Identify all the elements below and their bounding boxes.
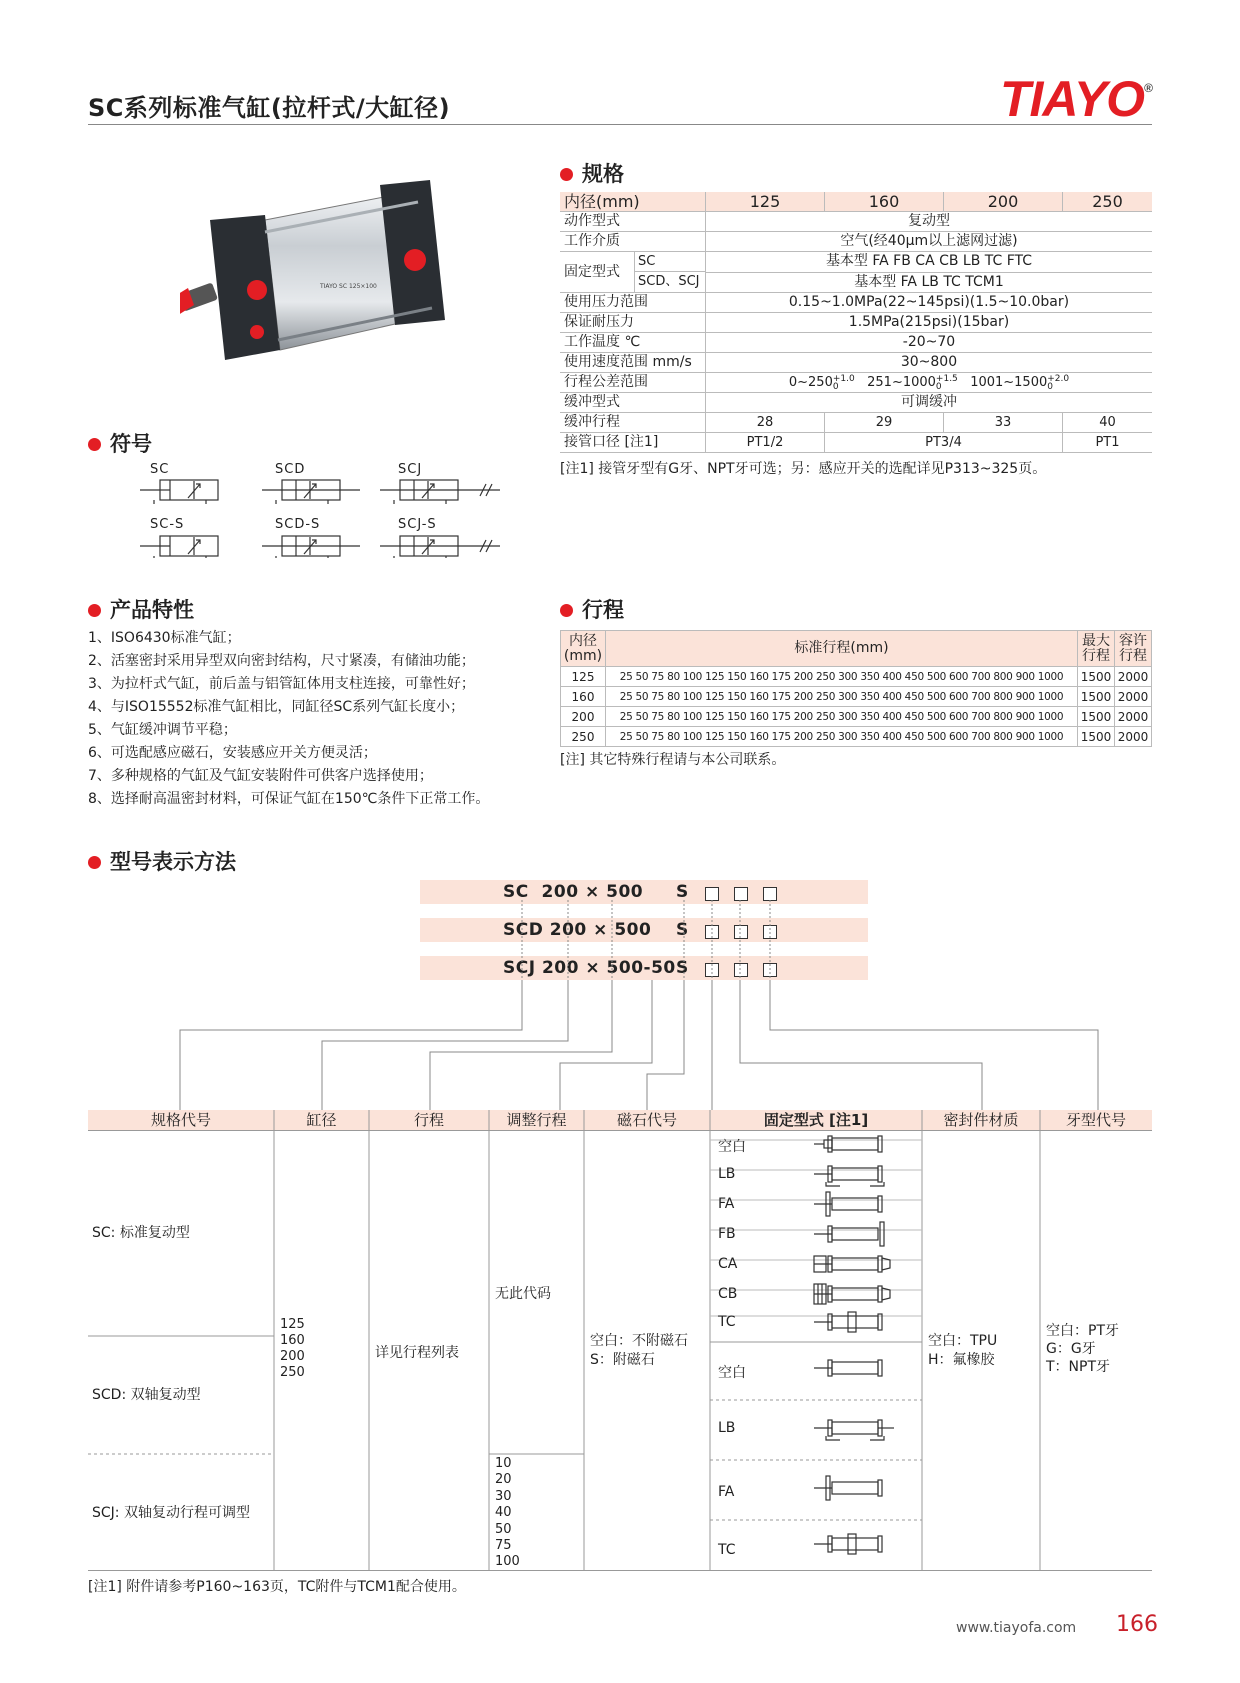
spec-type-sc: SC: 标准复动型 <box>92 1225 190 1241</box>
symbol-scd <box>262 480 360 504</box>
spec-label: 使用压力范围 <box>560 293 706 313</box>
seal-options: 空白：TPU H：氟橡胶 <box>928 1333 998 1368</box>
spec-value: PT1/2 <box>706 433 825 453</box>
ordering-col-thread: 牙型代号 <box>1040 1110 1152 1130</box>
spec-bore-200: 200 <box>944 192 1063 212</box>
mount-drawings <box>810 1130 910 1570</box>
spec-value: 0.15~1.0MPa(22~145psi)(1.5~10.0bar) <box>706 293 1153 313</box>
mount-drawing-cb <box>814 1284 890 1304</box>
spec-mount-sc: 基本型 FA FB CA CB LB TC FTC <box>706 252 1153 273</box>
spec-table <box>560 192 1152 453</box>
spec-mount-scd: 基本型 FA LB TC TCM1 <box>706 272 1153 293</box>
list-item: 1、ISO6430标准气缸； <box>88 630 241 646</box>
spec-note: [注1] 接管牙型有G牙、NPT牙可选；另：感应开关的选配详见P313~325页。 <box>560 461 1047 477</box>
spec-value: 可调缓冲 <box>706 393 1153 413</box>
spec-value: 30~800 <box>706 353 1153 373</box>
spec-mount-sub1: SC <box>635 252 705 272</box>
spec-bore-label: 内径(mm) <box>560 192 706 212</box>
code-s-letter: S <box>676 882 689 902</box>
mount-drawing-blank <box>814 1136 882 1152</box>
stroke-note: [注] 其它特殊行程请与本公司联系。 <box>560 752 786 768</box>
mount-blank: 空白 <box>718 1139 746 1155</box>
mount-drawing-fa <box>814 1192 882 1216</box>
bore-list: 125 160 200 250 <box>280 1317 305 1380</box>
spec-label: 工作介质 <box>560 232 706 252</box>
footer-note: [注1] 附件请参考P160~163页，TC附件与TCM1配合使用。 <box>88 1579 466 1595</box>
list-item: 5、气缸缓冲调节平稳； <box>88 722 237 738</box>
mount-tc: TC <box>718 1314 736 1330</box>
mount-fa: FA <box>718 1484 735 1500</box>
code-connector-lines <box>0 900 1240 1115</box>
list-item: 4、与ISO15552标准气缸相比，同缸径SC系列气缸长度小； <box>88 699 465 715</box>
mount-ca: CA <box>718 1256 738 1272</box>
spec-value: 40 <box>1063 413 1153 433</box>
stroke-col-allow: 容许行程 <box>1115 631 1152 667</box>
mount-drawing-fa-d <box>814 1476 882 1500</box>
spec-value: 复动型 <box>706 212 1153 232</box>
svg-text:TIAYO SC 125×100: TIAYO SC 125×100 <box>320 283 377 290</box>
brand-logo: TIAYO® <box>1000 71 1152 127</box>
list-item: 8、选择耐高温密封材料，可保证气缸在150℃条件下正常工作。 <box>88 791 490 807</box>
symbol-label: SCD <box>275 462 306 477</box>
table-row: 160 25 50 75 80 100 125 150 160 175 200 250 300 350 400 450 500 600 700 800 900 1000 1500 2000 <box>561 687 1152 707</box>
cylinder-product-image <box>180 180 490 380</box>
stroke-heading: 行程 <box>560 594 624 624</box>
page-number: 166 <box>1116 1612 1158 1637</box>
page-title: SC系列标准气缸(拉杆式/大缸径) <box>88 94 451 122</box>
spec-type-scj: SCJ: 双轴复动行程可调型 <box>92 1505 250 1521</box>
ordering-heading: 型号表示方法 <box>88 846 236 876</box>
model-code-scj: SCJ 200 × 500-50 <box>503 958 676 978</box>
ordering-col-adjust: 调整行程 <box>489 1110 584 1130</box>
mount-drawing-lb-d <box>814 1420 894 1440</box>
list-item: 2、活塞密封采用异型双向密封结构，尺寸紧凑，有储油功能； <box>88 653 475 669</box>
mount-cb: CB <box>718 1286 738 1302</box>
table-row: 200 25 50 75 80 100 125 150 160 175 200 250 300 350 400 450 500 600 700 800 900 1000 1500 2000 <box>561 707 1152 727</box>
ordering-col-spec: 规格代号 <box>88 1110 274 1130</box>
symbol-scd-s <box>262 536 360 558</box>
symbol-scj-s <box>380 536 500 558</box>
spec-value: PT1 <box>1063 433 1153 453</box>
mount-drawing-blank-d <box>814 1360 882 1376</box>
stroke-see-list: 详见行程列表 <box>375 1345 459 1361</box>
ordering-col-seal: 密封件材质 <box>922 1110 1040 1130</box>
list-item: 6、可选配感应磁石，安装感应开关方便灵活； <box>88 745 377 761</box>
footer-url[interactable]: www.tiayofa.com <box>956 1620 1077 1636</box>
mount-drawing-ca <box>814 1256 890 1272</box>
features-list <box>88 627 489 811</box>
code-s-letter: S <box>676 920 689 940</box>
symbol-label: SC-S <box>150 517 185 532</box>
stroke-col-bore: 内径(mm) <box>561 631 606 667</box>
spec-tolerance: 0~250+1.0 0 251~1000+1.5 0 1001~1500+2.0 0 <box>706 373 1153 393</box>
spec-mount-sub2: SCD、SCJ <box>638 274 700 289</box>
spec-value: 1.5MPa(215psi)(15bar) <box>706 313 1153 333</box>
spec-label: 缓冲行程 <box>560 413 706 433</box>
mount-lb: LB <box>718 1420 736 1436</box>
table-row: 250 25 50 75 80 100 125 150 160 175 200 250 300 350 400 450 500 600 700 800 900 1000 1500 2000 <box>561 727 1152 747</box>
mount-lb: LB <box>718 1166 736 1182</box>
thread-options: 空白：PT牙 G：G牙 T：NPT牙 <box>1046 1323 1119 1375</box>
ordering-col-stroke: 行程 <box>369 1110 489 1130</box>
cylinder-symbols <box>140 478 500 558</box>
spec-label: 动作型式 <box>560 212 706 232</box>
spec-label: 工作温度 ℃ <box>560 333 706 353</box>
adjust-list: 10 20 30 40 50 75 100 <box>495 1456 520 1570</box>
symbol-label: SCJ <box>398 462 423 477</box>
model-code-scd: SCD 200 × 500 <box>503 920 652 940</box>
symbol-label: SCD-S <box>275 517 321 532</box>
mount-fa: FA <box>718 1196 735 1212</box>
symbol-sc <box>140 480 218 504</box>
mount-drawing-tc <box>814 1312 882 1332</box>
features-heading: 产品特性 <box>88 594 194 624</box>
ordering-col-bore: 缸径 <box>274 1110 369 1130</box>
ordering-col-magnet: 磁石代号 <box>584 1110 710 1130</box>
mount-fb: FB <box>718 1226 736 1242</box>
spec-label: 行程公差范围 <box>560 373 706 393</box>
spec-value: 33 <box>944 413 1063 433</box>
mount-drawing-lb <box>814 1166 884 1186</box>
symbol-sc-s <box>140 536 218 558</box>
spec-value: 空气(经40μm以上滤网过滤) <box>706 232 1153 252</box>
stroke-table <box>560 630 1152 747</box>
list-item: 7、多种规格的气缸及气缸安装附件可供客户选择使用； <box>88 768 433 784</box>
spec-label: 固定型式 <box>560 252 635 292</box>
stroke-col-max: 最大行程 <box>1078 631 1115 667</box>
stroke-col-std: 标准行程(mm) <box>606 631 1078 667</box>
spec-value: 29 <box>825 413 944 433</box>
model-code-sc: SC 200 × 500 <box>503 882 644 902</box>
mount-drawing-tc-d <box>814 1534 882 1554</box>
spec-value: 28 <box>706 413 825 433</box>
spec-label: 缓冲型式 <box>560 393 706 413</box>
mount-tc: TC <box>718 1542 736 1558</box>
spec-value: -20~70 <box>706 333 1153 353</box>
spec-bore-160: 160 <box>825 192 944 212</box>
symbol-scj <box>380 480 500 504</box>
symbol-label: SC <box>150 462 170 477</box>
spec-type-scd: SCD: 双轴复动型 <box>92 1387 201 1403</box>
mount-blank: 空白 <box>718 1365 746 1381</box>
table-row: 125 25 50 75 80 100 125 150 160 175 200 250 300 350 400 450 500 600 700 800 900 1000 1500 2000 <box>561 667 1152 687</box>
code-s-letter: S <box>676 958 689 978</box>
spec-heading: 规格 <box>560 158 624 188</box>
spec-label: 接管口径 [注1] <box>560 433 706 453</box>
list-item: 3、为拉杆式气缸，前后盖与铝管缸体用支柱连接，可靠性好； <box>88 676 475 692</box>
spec-label: 保证耐压力 <box>560 313 706 333</box>
spec-bore-125: 125 <box>706 192 825 212</box>
mount-drawing-fb <box>814 1222 884 1246</box>
ordering-col-mount: 固定型式 [注1] <box>710 1110 922 1130</box>
symbol-label: SCJ-S <box>398 517 437 532</box>
spec-value: PT3/4 <box>825 433 1063 453</box>
adjust-none: 无此代码 <box>495 1286 551 1302</box>
spec-label: 使用速度范围 mm/s <box>560 353 706 373</box>
magnet-options: 空白：不附磁石 S：附磁石 <box>590 1333 688 1368</box>
title-divider <box>88 124 1152 125</box>
spec-bore-250: 250 <box>1063 192 1153 212</box>
symbols-heading: 符号 <box>88 428 152 458</box>
